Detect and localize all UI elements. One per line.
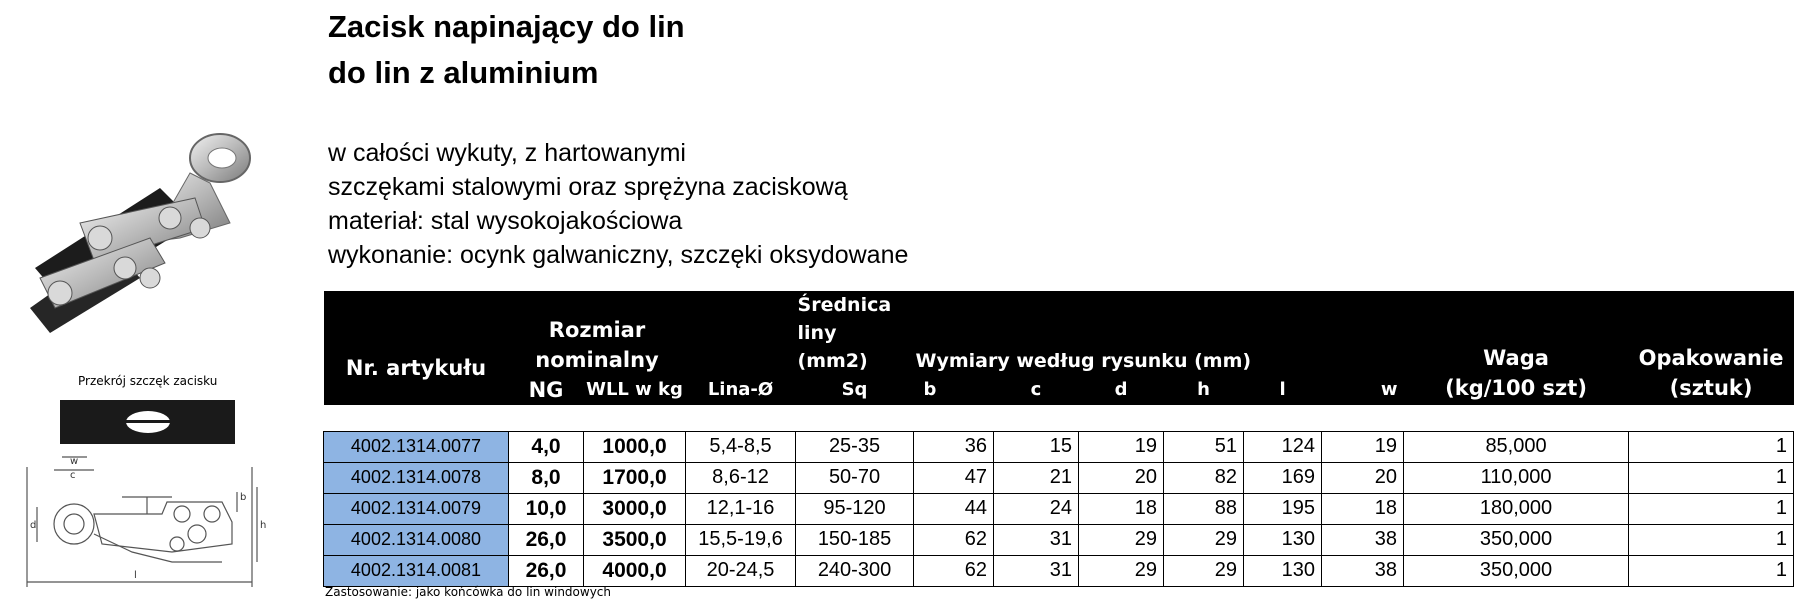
cell-wll: 1700,0 [584,462,686,493]
cell-ng: 8,0 [509,462,584,493]
cell-lina: 8,6-12 [686,462,796,493]
header-diameter-line1: Średnica [797,294,892,316]
header-packaging-line1: Opakowanie [1638,346,1784,370]
cell-pack: 1 [1629,524,1794,555]
title-line-1: Zacisk napinający do lin [328,9,685,44]
cell-lina: 20-24,5 [686,555,796,586]
drawing-label-h: h [260,520,267,531]
cell-w: 20 [1322,462,1404,493]
cell-b: 36 [914,431,994,462]
usage-note: Zastosowanie: jako końcówka do lin windowych [325,585,612,599]
cell-d: 18 [1079,493,1164,524]
table-row [324,555,1794,586]
cell-sq: 240-300 [796,555,914,586]
cell-c: 31 [994,524,1079,555]
cell-sq: 95-120 [796,493,914,524]
drawing-label-w: w [70,456,79,467]
cell-pack: 1 [1629,493,1794,524]
cell-wll: 4000,0 [584,555,686,586]
cell-article: 4002.1314.0078 [324,462,509,493]
cell-h: 29 [1164,555,1244,586]
cell-l: 130 [1244,555,1322,586]
product-photo [20,128,270,358]
cell-ng: 26,0 [509,555,584,586]
spec-table [323,291,1794,587]
header-wll: WLL w kg [584,375,686,405]
cell-sq: 150-185 [796,524,914,555]
cell-h: 82 [1164,462,1244,493]
page-title [328,4,685,96]
technical-drawing [22,452,312,590]
cell-lina: 5,4-8,5 [686,431,796,462]
cell-h: 88 [1164,493,1244,524]
table-spacer [324,405,1794,431]
header-size-line2: nominalny [535,348,659,372]
cell-ng: 4,0 [509,431,584,462]
header-d: d [1079,375,1164,405]
header-packaging [1629,291,1794,405]
cell-l: 130 [1244,524,1322,555]
cell-sq: 50-70 [796,462,914,493]
header-row-top [324,291,1794,375]
header-blank [686,291,796,375]
header-size [509,291,686,375]
header-weight-line1: Waga [1483,346,1549,370]
cell-w: 38 [1322,524,1404,555]
cell-article: 4002.1314.0079 [324,493,509,524]
drawing-label-b: b [240,492,247,503]
cell-l: 169 [1244,462,1322,493]
cell-article: 4002.1314.0077 [324,431,509,462]
cell-wll: 3000,0 [584,493,686,524]
cell-d: 19 [1079,431,1164,462]
description-line: szczękami stalowymi oraz sprężyna zaciskową [328,173,848,201]
cell-ng: 26,0 [509,524,584,555]
cell-pack: 1 [1629,555,1794,586]
cell-weight: 85,000 [1404,431,1629,462]
cell-wll: 1000,0 [584,431,686,462]
header-diameter-line2: liny (mm2) [797,322,868,372]
cell-w: 18 [1322,493,1404,524]
cell-pack: 1 [1629,462,1794,493]
header-b: b [914,375,994,405]
drawing-label-l: l [134,570,137,581]
jaw-section-figure [60,400,235,444]
table-row [324,493,1794,524]
cell-w: 19 [1322,431,1404,462]
cell-b: 47 [914,462,994,493]
cell-weight: 350,000 [1404,524,1629,555]
drawing-label-d: d [30,520,37,531]
cell-c: 15 [994,431,1079,462]
cell-pack: 1 [1629,431,1794,462]
cell-b: 62 [914,524,994,555]
cell-sq: 25-35 [796,431,914,462]
cell-weight: 180,000 [1404,493,1629,524]
cell-d: 20 [1079,462,1164,493]
header-h: h [1164,375,1244,405]
header-blank [1322,291,1404,375]
product-description [328,136,908,272]
title-line-2: do lin z aluminium [328,55,599,90]
header-lina: Lina-Ø [686,375,796,405]
cell-c: 24 [994,493,1079,524]
cell-h: 51 [1164,431,1244,462]
cell-lina: 15,5-19,6 [686,524,796,555]
spec-table-container [323,291,1793,587]
cell-lina: 12,1-16 [686,493,796,524]
table-row [324,462,1794,493]
header-l: l [1244,375,1322,405]
header-size-line1: Rozmiar [548,318,646,342]
header-c: c [994,375,1079,405]
header-ng: NG [509,375,584,405]
drawing-label-c: c [70,470,76,481]
description-line: materiał: stal wysokojakościowa [328,207,683,235]
cell-b: 62 [914,555,994,586]
cell-w: 38 [1322,555,1404,586]
table-row [324,524,1794,555]
header-packaging-line2: (sztuk) [1669,376,1753,400]
cell-weight: 350,000 [1404,555,1629,586]
cell-article: 4002.1314.0080 [324,524,509,555]
jaw-section-label: Przekrój szczęk zacisku [78,374,218,388]
cell-l: 124 [1244,431,1322,462]
header-weight [1404,291,1629,405]
cell-wll: 3500,0 [584,524,686,555]
header-weight-line2: (kg/100 szt) [1445,376,1587,400]
cell-c: 31 [994,555,1079,586]
cell-b: 44 [914,493,994,524]
cell-h: 29 [1164,524,1244,555]
cell-d: 29 [1079,555,1164,586]
header-diameter [796,291,914,375]
header-article: Nr. artykułu [324,291,509,405]
cell-article: 4002.1314.0081 [324,555,509,586]
header-w: w [1322,375,1404,405]
cell-c: 21 [994,462,1079,493]
cell-ng: 10,0 [509,493,584,524]
header-dimensions: Wymiary według rysunku (mm) [914,291,1322,375]
description-line: w całości wykuty, z hartowanymi [328,139,686,167]
description-line: wykonanie: ocynk galwaniczny, szczęki oksydowane [328,241,909,269]
cell-l: 195 [1244,493,1322,524]
cell-d: 29 [1079,524,1164,555]
table-row [324,431,1794,462]
header-sq: Sq [796,375,914,405]
cell-weight: 110,000 [1404,462,1629,493]
